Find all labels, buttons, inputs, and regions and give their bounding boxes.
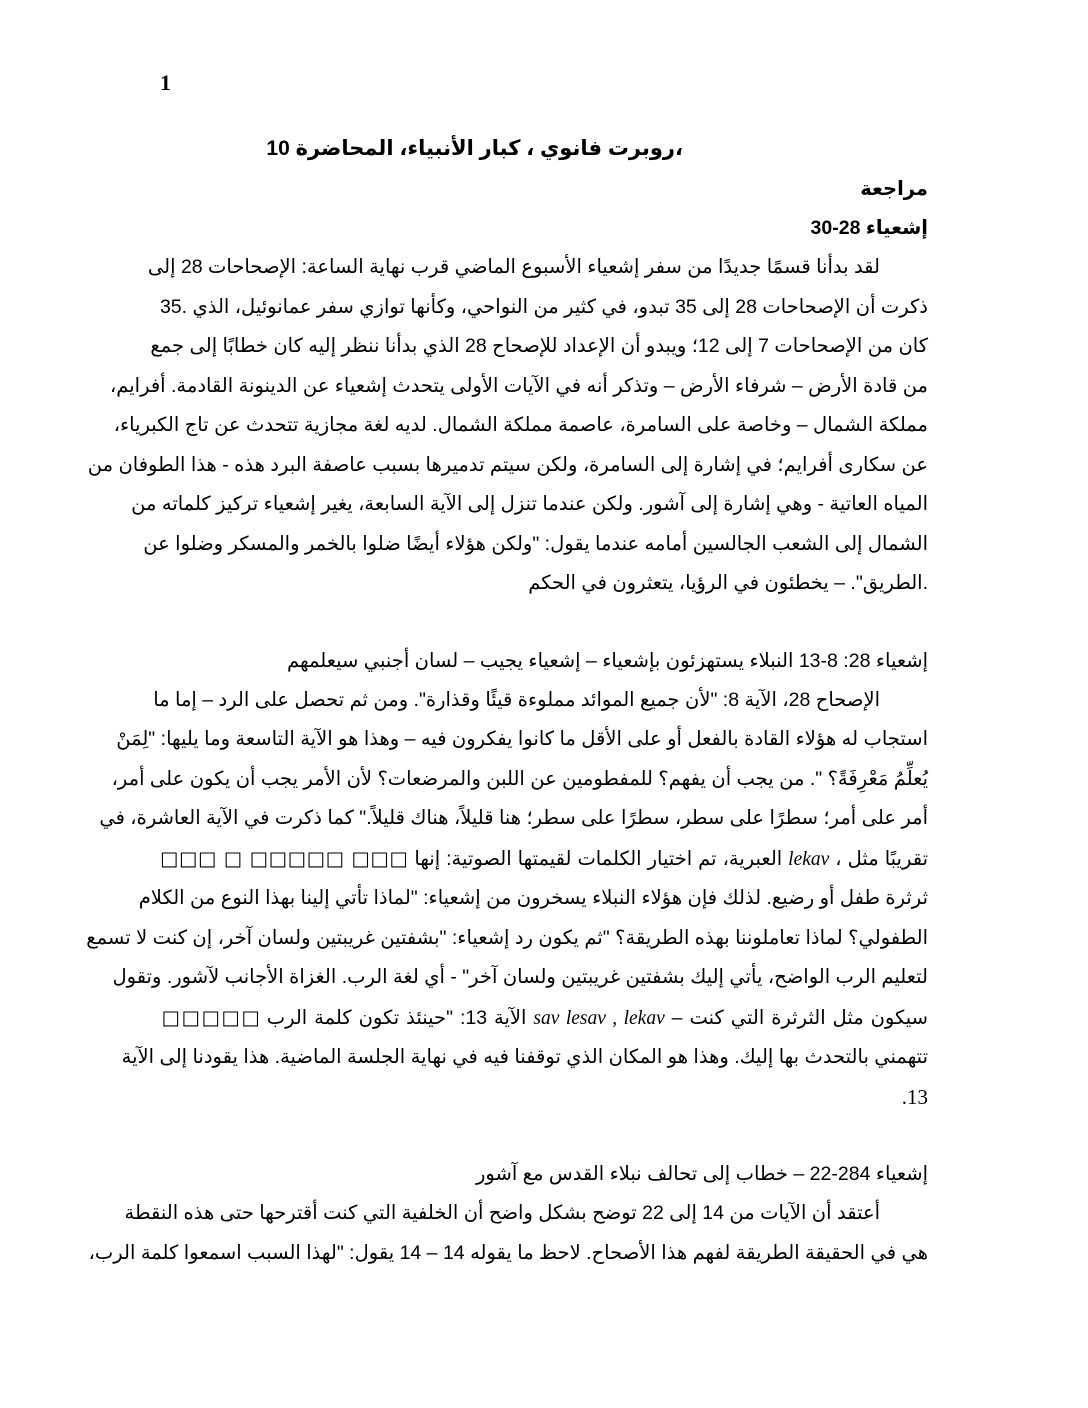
text-line: ذكرت أن الإصحاحات 28 إلى 35 تبدو، في كثير من النواحي، وكأنها توازي سفر عمانوئيل، الذي .35: [159, 295, 928, 318]
text-fragment: الآية 13: "حينئذ تكون كلمة الرب: [259, 1006, 534, 1029]
missing-glyph-boxes: □□□ □□□□□ □ □□□: [160, 846, 409, 870]
section1-heading: إشعياء 28-30: [810, 217, 928, 239]
hebrew-transliteration: lekav: [788, 848, 830, 870]
text-line: يُعلِّمُ مَعْرِفَةً؟ ". من يجب أن يفهم؟ للمفطومين عن اللبن والمرضعات؟ لأن الأمر يجب أن يكون على أمر،: [111, 767, 928, 790]
text-line: لقد بدأنا قسمًا جديدًا من سفر إشعياء الأسبوع الماضي قرب نهاية الساعة: الإصحاحات 28 إلى: [147, 256, 880, 278]
text-line: عن سكارى أفرايم؛ في إشارة إلى السامرة، ولكن سيتم تدميرها بسبب عاصفة البرد هذه - هذا الطوفان من: [87, 453, 928, 476]
review-heading: مراجعة: [860, 178, 928, 200]
text-line: 13.: [901, 1084, 928, 1109]
text-line: الطفولي؟ لماذا تعاملوننا بهذه الطريقة؟ "ثم يكون رد إشعياء: "بشفتين غريبتين ولسان آخر، إن كنت لا تسمع: [86, 926, 928, 949]
section1-paragraph: [87, 248, 928, 604]
document-body: [86, 128, 928, 1273]
section3-heading: إشعياء 284-22 – خطاب إلى تحالف نبلاء القدس مع آشور: [475, 1163, 928, 1185]
text-line: أعتقد أن الآيات من 14 إلى 22 توضح بشكل واضح أن الخلفية التي كنت أقترحها حتى هذه النقطة: [124, 1202, 880, 1224]
text-fragment: سيكون مثل الثرثرة التي كنت –: [664, 1006, 928, 1029]
lecture-title: ،روبرت فانوي ، كبار الأنبياء، المحاضرة 10: [266, 137, 683, 160]
text-line: تتهمني بالتحدث بها إليك. وهذا هو المكان الذي توقفنا فيه في نهاية الجلسة الماضية. هذا يقودنا إلى الآية: [121, 1046, 928, 1068]
text-line: الإصحاح 28، الآية 8: "لأن جميع الموائد مملوءة قيئًا وقذارة". ومن ثم تحصل على الرد – إما ما: [153, 688, 880, 711]
text-line: ثرثرة طفل أو رضيع. لذلك فإن هؤلاء النبلاء يسخرون من إشعياء: "لماذا تأتي إلينا بهذا النوع من الكلام: [138, 887, 928, 909]
section3-paragraph: [88, 1194, 928, 1273]
missing-glyph-boxes: □□□□□: [160, 1005, 260, 1029]
text-line: هي في الحقيقة الطريقة لفهم هذا الأصحاح. لاحظ ما يقوله 14 – 14 يقول: "لهذا السبب اسمعوا كلمة الرب،: [88, 1241, 928, 1264]
text-line: .الطريق". – يخطئون في الرؤيا، يتعثرون في الحكم: [528, 572, 928, 594]
text-fragment: تقريبًا مثل ،: [829, 847, 928, 870]
text-line: المياه العاتية - وهي إشارة إلى آشور. ولكن عندما تنزل إلى الآية السابعة، يغير إشعياء تركيز كلماته من: [131, 493, 928, 515]
section2-heading: إشعياء 28: 8-13 النبلاء يستهزئون بإشعياء – إشعياء يجيب – لسان أجنبي سيعلمهم: [287, 649, 928, 672]
text-fragment: العبرية، تم اختيار الكلمات لقيمتها الصوتية: إنها: [408, 847, 789, 870]
text-line-with-transliteration: [160, 839, 928, 880]
section2-paragraph: [86, 681, 928, 1118]
hebrew-transliteration: sav lesav , lekav: [533, 1007, 665, 1029]
text-line-with-transliteration: [160, 998, 928, 1039]
text-line: استجاب له هؤلاء القادة بالفعل أو على الأقل ما كانوا يفكرون فيه – وهذا هو الآية التاسعة وما يليها: "لِمَنْ: [116, 728, 928, 750]
text-line: مملكة الشمال – وخاصة على السامرة، عاصمة مملكة الشمال. لديه لغة مجازية تتحدث عن تاج الكبرياء،: [113, 414, 928, 436]
text-line: من قادة الأرض – شرفاء الأرض – وتذكر أنه في الآيات الأولى يتحدث إشعياء عن الدينونة القادمة. أفرايم،: [109, 374, 928, 397]
text-line: كان من الإصحاحات 7 إلى 12؛ ويبدو أن الإعداد للإصحاح 28 الذي بدأنا ننظر إليه كان خطابًا إلى جمع: [150, 335, 928, 357]
text-line: أمر على أمر؛ سطرًا على سطر، سطرًا على سطر؛ هنا قليلاً، هناك قليلاً." كما ذكرت في الآية العاشرة، في: [99, 807, 928, 829]
text-line: لتعليم الرب الواضح، يأتي إليك بشفتين غريبتين ولسان آخر" - أي لغة الرب. الغزاة الأجانب لآشور. وتقول: [112, 966, 928, 988]
page-number: 1: [160, 70, 171, 95]
text-line: الشمال إلى الشعب الجالسين أمامه عندما يقول: "ولكن هؤلاء أيضًا ضلوا بالخمر والمسكر وضلوا عن: [143, 532, 928, 555]
